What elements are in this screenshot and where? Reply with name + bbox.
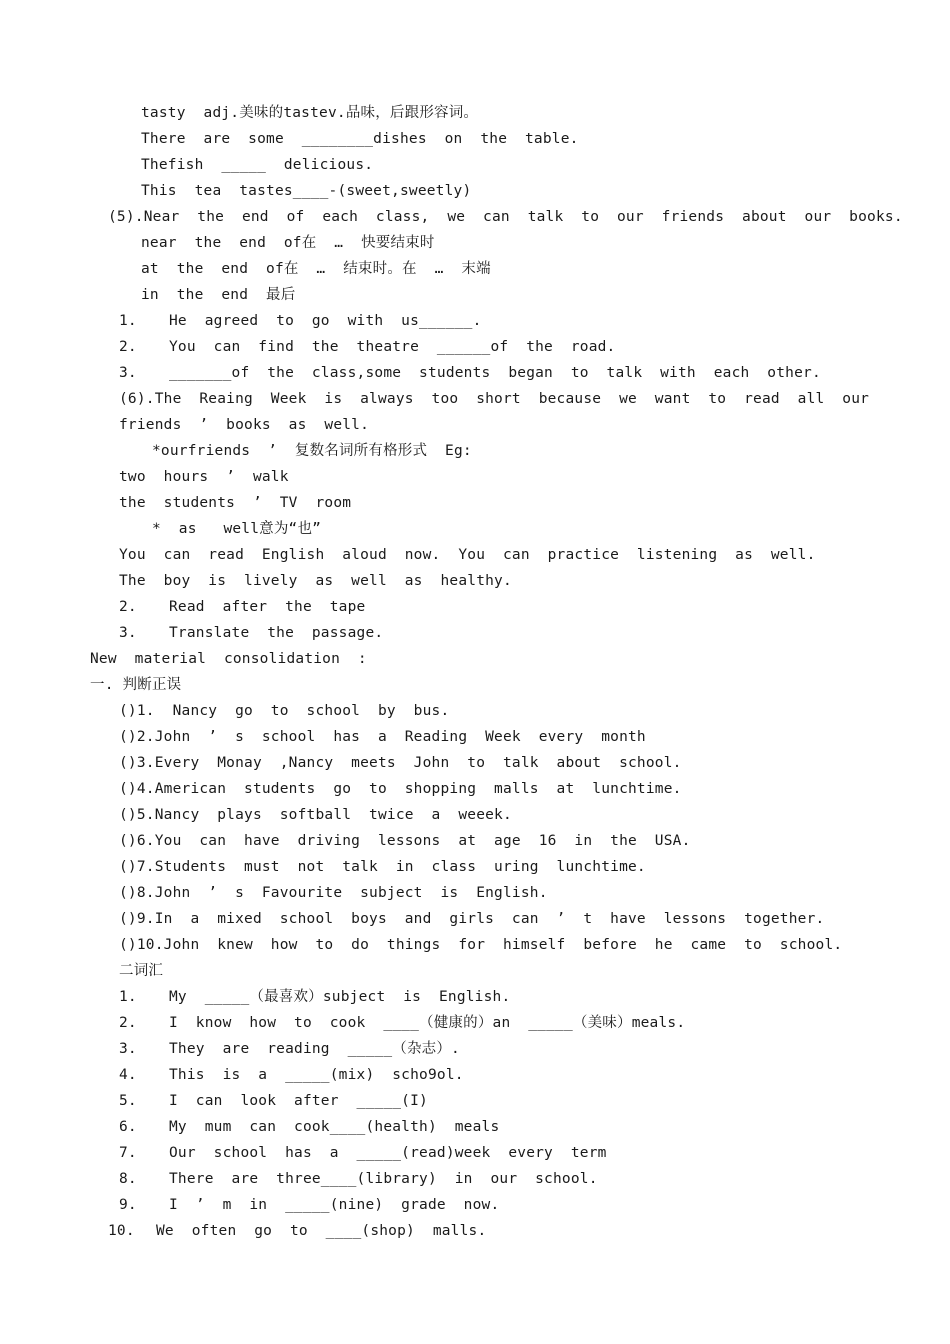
text-line: There are some ________dishes on the table.: [141, 131, 579, 147]
true-false-item: ()10.John knew how to do things for himself before he came to school.: [119, 937, 843, 953]
item-number: 1.: [119, 313, 137, 329]
item-number: 2.: [119, 339, 137, 355]
item-text: I know how to cook ____（健康的）an _____（美味）meals.: [169, 1015, 686, 1031]
item-number: 10.: [108, 1223, 135, 1239]
true-false-item: ()6.You can have driving lessons at age 16 in the USA.: [119, 833, 691, 849]
vocab-item: [119, 1039, 460, 1059]
text-line: You can read English aloud now. You can practice listening as well.: [119, 547, 816, 563]
text-line: Thefish _____ delicious.: [141, 157, 374, 173]
vocab-item: [119, 987, 510, 1007]
numbered-item: [119, 311, 482, 331]
item-text: Read after the tape: [169, 599, 366, 615]
true-false-item: ()5.Nancy plays softball twice a weeek.: [119, 807, 512, 823]
text-line: *ourfriends ’ 复数名词所有格形式 Eg:: [152, 443, 472, 459]
true-false-item: ()1. Nancy go to school by bus.: [119, 703, 450, 719]
numbered-item: [119, 337, 616, 357]
text-line: the students ’ TV room: [119, 495, 352, 511]
item-text: There are three____(library) in our school.: [169, 1171, 598, 1187]
text-line: at the end of在 … 结束时。在 … 末端: [141, 261, 491, 277]
item-number: 9.: [119, 1197, 137, 1213]
text-line: friends ’ books as well.: [119, 417, 370, 433]
item-text: We often go to ____(shop) malls.: [156, 1223, 487, 1239]
vocab-item: [119, 1117, 499, 1137]
item-text: My mum can cook____(health) meals: [169, 1119, 500, 1135]
numbered-item: [119, 597, 365, 617]
text-line: tasty adj.美味的tastev.品味，后跟形容词。: [141, 105, 479, 121]
item-text: I can look after _____(I): [169, 1093, 428, 1109]
section-heading: New material consolidation :: [90, 651, 367, 667]
section-heading: 二词汇: [119, 963, 164, 979]
text-line: This tea tastes____-(sweet,sweetly): [141, 183, 472, 199]
item-text: He agreed to go with us______.: [169, 313, 482, 329]
item-number: 7.: [119, 1145, 137, 1161]
text-line: near the end of在 … 快要结束时: [141, 235, 435, 251]
item-number: 2.: [119, 599, 137, 615]
vocab-item: [119, 1143, 607, 1163]
item-text: _______of the class,some students began to talk with each other.: [169, 365, 821, 381]
numbered-item: [119, 363, 821, 383]
item-number: 3.: [119, 625, 137, 641]
item-number: 2.: [119, 1015, 137, 1031]
true-false-item: ()9.In a mixed school boys and girls can ’ t have lessons together.: [119, 911, 825, 927]
item-text: My _____（最喜欢）subject is English.: [169, 989, 511, 1005]
vocab-item: [119, 1013, 685, 1033]
text-line: two hours ’ walk: [119, 469, 289, 485]
vocab-item: [119, 1169, 598, 1189]
text-line: in the end 最后: [141, 287, 296, 303]
item-number: 4.: [119, 1067, 137, 1083]
numbered-item: [119, 623, 383, 643]
item-number: 1.: [119, 989, 137, 1005]
item-text: Our school has a _____(read)week every term: [169, 1145, 607, 1161]
text-line: * as well意为“也”: [152, 521, 322, 537]
text-line: (6).The Reaing Week is always too short because we want to read all our: [119, 391, 870, 407]
item-number: 6.: [119, 1119, 137, 1135]
item-text: Translate the passage.: [169, 625, 384, 641]
item-number: 3.: [119, 365, 137, 381]
item-number: 8.: [119, 1171, 137, 1187]
vocab-item: [119, 1091, 428, 1111]
vocab-item: [119, 1065, 464, 1085]
item-text: You can find the theatre ______of the road.: [169, 339, 616, 355]
item-number: 3.: [119, 1041, 137, 1057]
true-false-item: ()2.John ’ s school has a Reading Week every month: [119, 729, 646, 745]
item-text: This is a _____(mix) scho9ol.: [169, 1067, 464, 1083]
item-text: I ’ m in _____(nine) grade now.: [169, 1197, 500, 1213]
item-number: 5.: [119, 1093, 137, 1109]
true-false-item: ()4.American students go to shopping malls at lunchtime.: [119, 781, 682, 797]
item-text: They are reading _____（杂志）.: [169, 1041, 460, 1057]
section-heading: 一. 判断正误: [90, 677, 182, 693]
text-line: (5).Near the end of each class, we can talk to our friends about our books.: [108, 209, 903, 225]
true-false-item: ()7.Students must not talk in class uring lunchtime.: [119, 859, 646, 875]
vocab-item: [108, 1221, 486, 1241]
text-line: The boy is lively as well as healthy.: [119, 573, 512, 589]
true-false-item: ()3.Every Monay ,Nancy meets John to talk about school.: [119, 755, 682, 771]
vocab-item: [119, 1195, 499, 1215]
true-false-item: ()8.John ’ s Favourite subject is English.: [119, 885, 548, 901]
